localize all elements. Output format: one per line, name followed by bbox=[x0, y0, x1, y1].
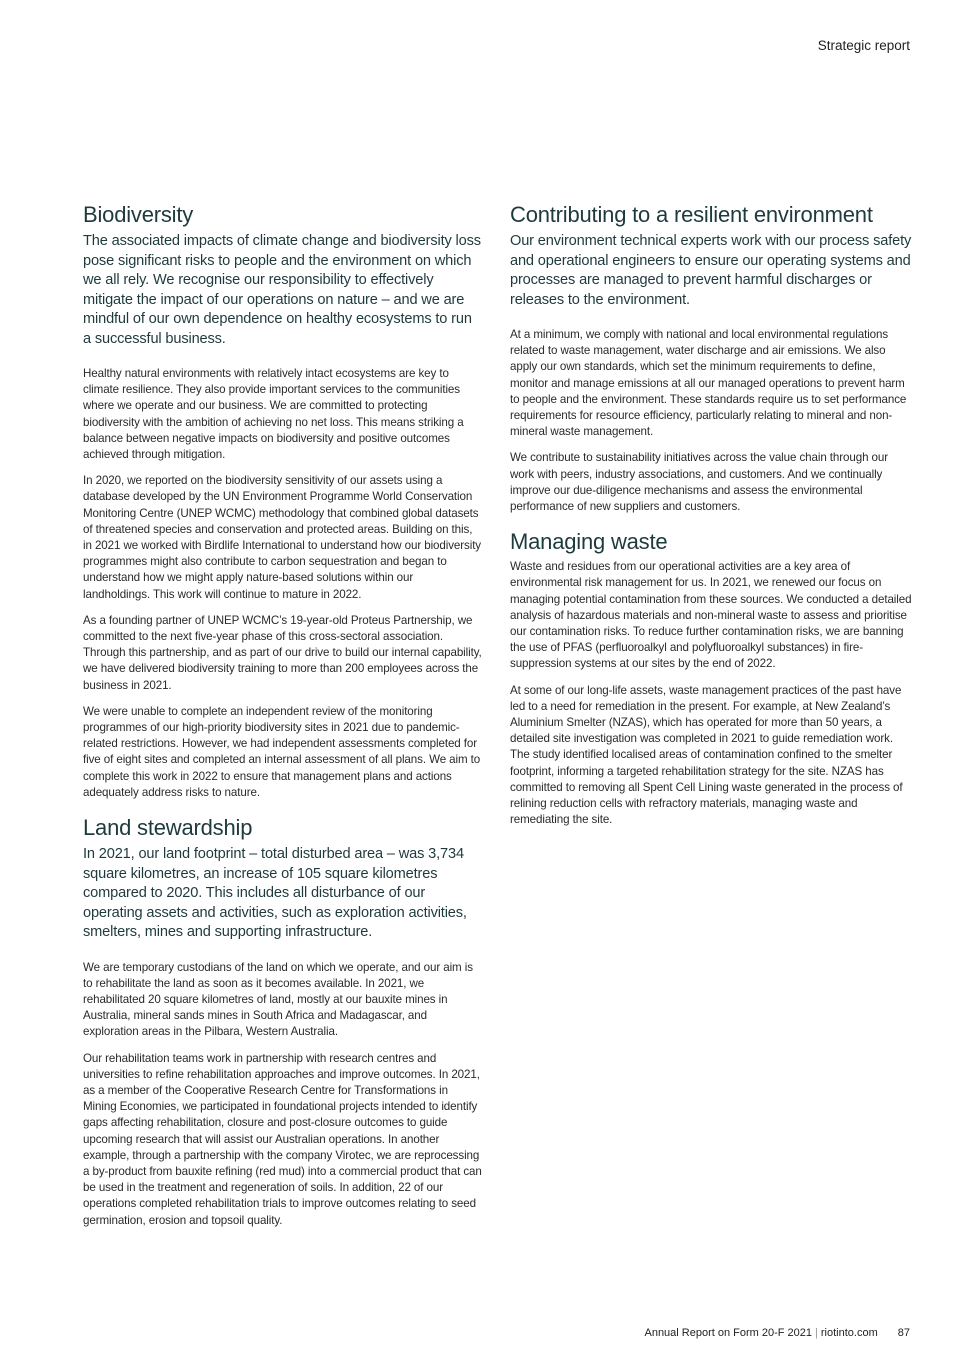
resilient-environment-heading: Contributing to a resilient environment bbox=[510, 202, 873, 227]
managing-waste-heading: Managing waste bbox=[510, 529, 668, 555]
land-stewardship-paragraph: We are temporary custodians of the land on which we operate, and our aim is to rehabilitate the land as soon as it becomes available. In 2021, we rehabilitated 20 square kilometres of land, mostly at our bauxite mines in Australia, mineral sands mines in South Africa and Madagascar, and exploration areas in the Pilbara, Western Australia. bbox=[83, 960, 473, 1039]
biodiversity-paragraph: Healthy natural environments with relatively intact ecosystems are key to climate resilience. They also provide important services to the communities where we operate and our business. We are committed to protecting biodiversity with the ambition of achieving no net loss. This means striking a balance between negative impacts on biodiversity and positive outcomes achieved through mitigation. bbox=[83, 367, 464, 462]
page-footer bbox=[644, 1327, 910, 1339]
left-column bbox=[83, 202, 483, 1239]
footer-separator: | bbox=[815, 1327, 818, 1339]
report-title: Annual Report on Form 20-F 2021 bbox=[644, 1327, 813, 1339]
resilient-environment-paragraph: We contribute to sustainability initiatives across the value chain through our work with peers, industry associations, and customers. And we continually improve our due-diligence mechanisms and assess the environmental performance of new suppliers and customers. bbox=[510, 451, 889, 514]
biodiversity-heading: Biodiversity bbox=[83, 202, 194, 227]
land-stewardship-paragraph: Our rehabilitation teams work in partnership with research centres and universities to refine rehabilitation approaches and improve outcomes. In 2021, as a member of the Cooperative Research Centre for Transformations in Mining Economies, we participated in foundational projects intended to identify gaps affecting rehabilitation, closure and post-closure outcomes to guide upcoming research that will assist our Australian operations. In another example, through a partnership with the company Virotec, we are reprocessing a by-product from bauxite refining (red mud) into a commercial product that can be used in the treatment and regeneration of soils. In addition, 22 of our operations completed rehabilitation trials to improve outcomes relating to seed germination, erosion and topsoil quality. bbox=[83, 1051, 482, 1227]
section-header: Strategic report bbox=[817, 38, 910, 53]
page-number: 87 bbox=[897, 1327, 910, 1339]
managing-waste-section bbox=[510, 529, 912, 828]
resilient-environment-lead: Our environment technical experts work with our process safety and operational engineers to ensure our operating systems and processes are managed to prevent harmful discharges or releases to the environment. bbox=[510, 233, 912, 308]
right-column bbox=[510, 202, 912, 838]
managing-waste-paragraph: Waste and residues from our operational activities are a key area of environmental risk management for us. In 2021, we renewed our focus on managing potential contamination from these sources. We conducted a detailed analysis of hazardous materials and non-mineral waste to assess and prioritise our contamination risks. To reduce further contamination risks, we are banning the use of PFAS (perfluoroalkyl and polyfluoroalkyl substances) in fire-suppression systems at our sites by the end of 2022. bbox=[510, 560, 912, 671]
biodiversity-paragraph: As a founding partner of UNEP WCMC’s 19-year-old Proteus Partnership, we committed to the next five-year phase of this cross-sectoral association. Through this partnership, and as part of our drive to build our internal capability, we have delivered biodiversity training to more than 200 employees across the business in 2021. bbox=[83, 613, 482, 692]
managing-waste-paragraph: At some of our long-life assets, waste management practices of the past have led to a need for remediation in the present. For example, at New Zealand’s Aluminium Smelter (NZAS), which has operated for more than 50 years, a detailed site investigation was completed in 2021 to guide remediation work. The study identified localised areas of contamination confined to the smelter footprint, informing a targeted rehabilitation strategy for the site. NZAS has committed to removing all Spent Cell Lining waste generated in the process of relining reduction cells with refractory materials, managing waste and remediating the site. bbox=[510, 683, 903, 827]
biodiversity-lead: The associated impacts of climate change and biodiversity loss pose significant risks to people and the environment on which we all rely. We recognise our responsibility to effectively mitigate the impact of our operations on nature – and we are mindful of our own dependence on healthy ecosystems to run a successful business. bbox=[83, 233, 481, 347]
land-stewardship-heading: Land stewardship bbox=[83, 815, 253, 841]
biodiversity-paragraph: In 2020, we reported on the biodiversity sensitivity of our assets using a database developed by the UN Environment Programme World Conservation Monitoring Centre (UNEP WCMC) methodology that combined global datasets of threatened species and conservation and protected areas. Building on this, in 2021 we worked with Birdlife International to understand how our biodiversity programmes might also contribute to carbon sequestration and began to understand how we might apply nature-based solutions within our landholdings. This work will continue to mature in 2022. bbox=[83, 474, 482, 601]
land-stewardship-section bbox=[83, 815, 483, 1229]
land-stewardship-lead: In 2021, our land footprint – total disturbed area – was 3,734 square kilometres, an increase of 105 square kilometres compared to 2020. This includes all disturbance of our operating assets and activities, such as exploration activities, smelters, mines and supporting infrastructure. bbox=[83, 846, 467, 941]
biodiversity-section bbox=[83, 202, 483, 801]
resilient-environment-paragraph: At a minimum, we comply with national and local environmental regulations related to waste management, water discharge and air emissions. We also apply our own standards, which set the minimum requirements to define, monitor and manage emissions at all our managed operations to prevent harm to people and the environment. These standards require us to set performance requirements for resource efficiency, particularly relating to mineral and non-mineral waste management. bbox=[510, 328, 907, 439]
resilient-environment-section bbox=[510, 202, 912, 515]
biodiversity-paragraph: We were unable to complete an independent review of the monitoring programmes of our high-priority biodiversity sites in 2021 due to pandemic-related restrictions. However, we had independent assessments completed for five of eight sites and completed an internal assessment of all plans. We aim to complete this work in 2022 to ensure that management plans and actions adequately address risks to nature. bbox=[83, 704, 481, 799]
website-link[interactable]: riotinto.com bbox=[820, 1327, 878, 1339]
